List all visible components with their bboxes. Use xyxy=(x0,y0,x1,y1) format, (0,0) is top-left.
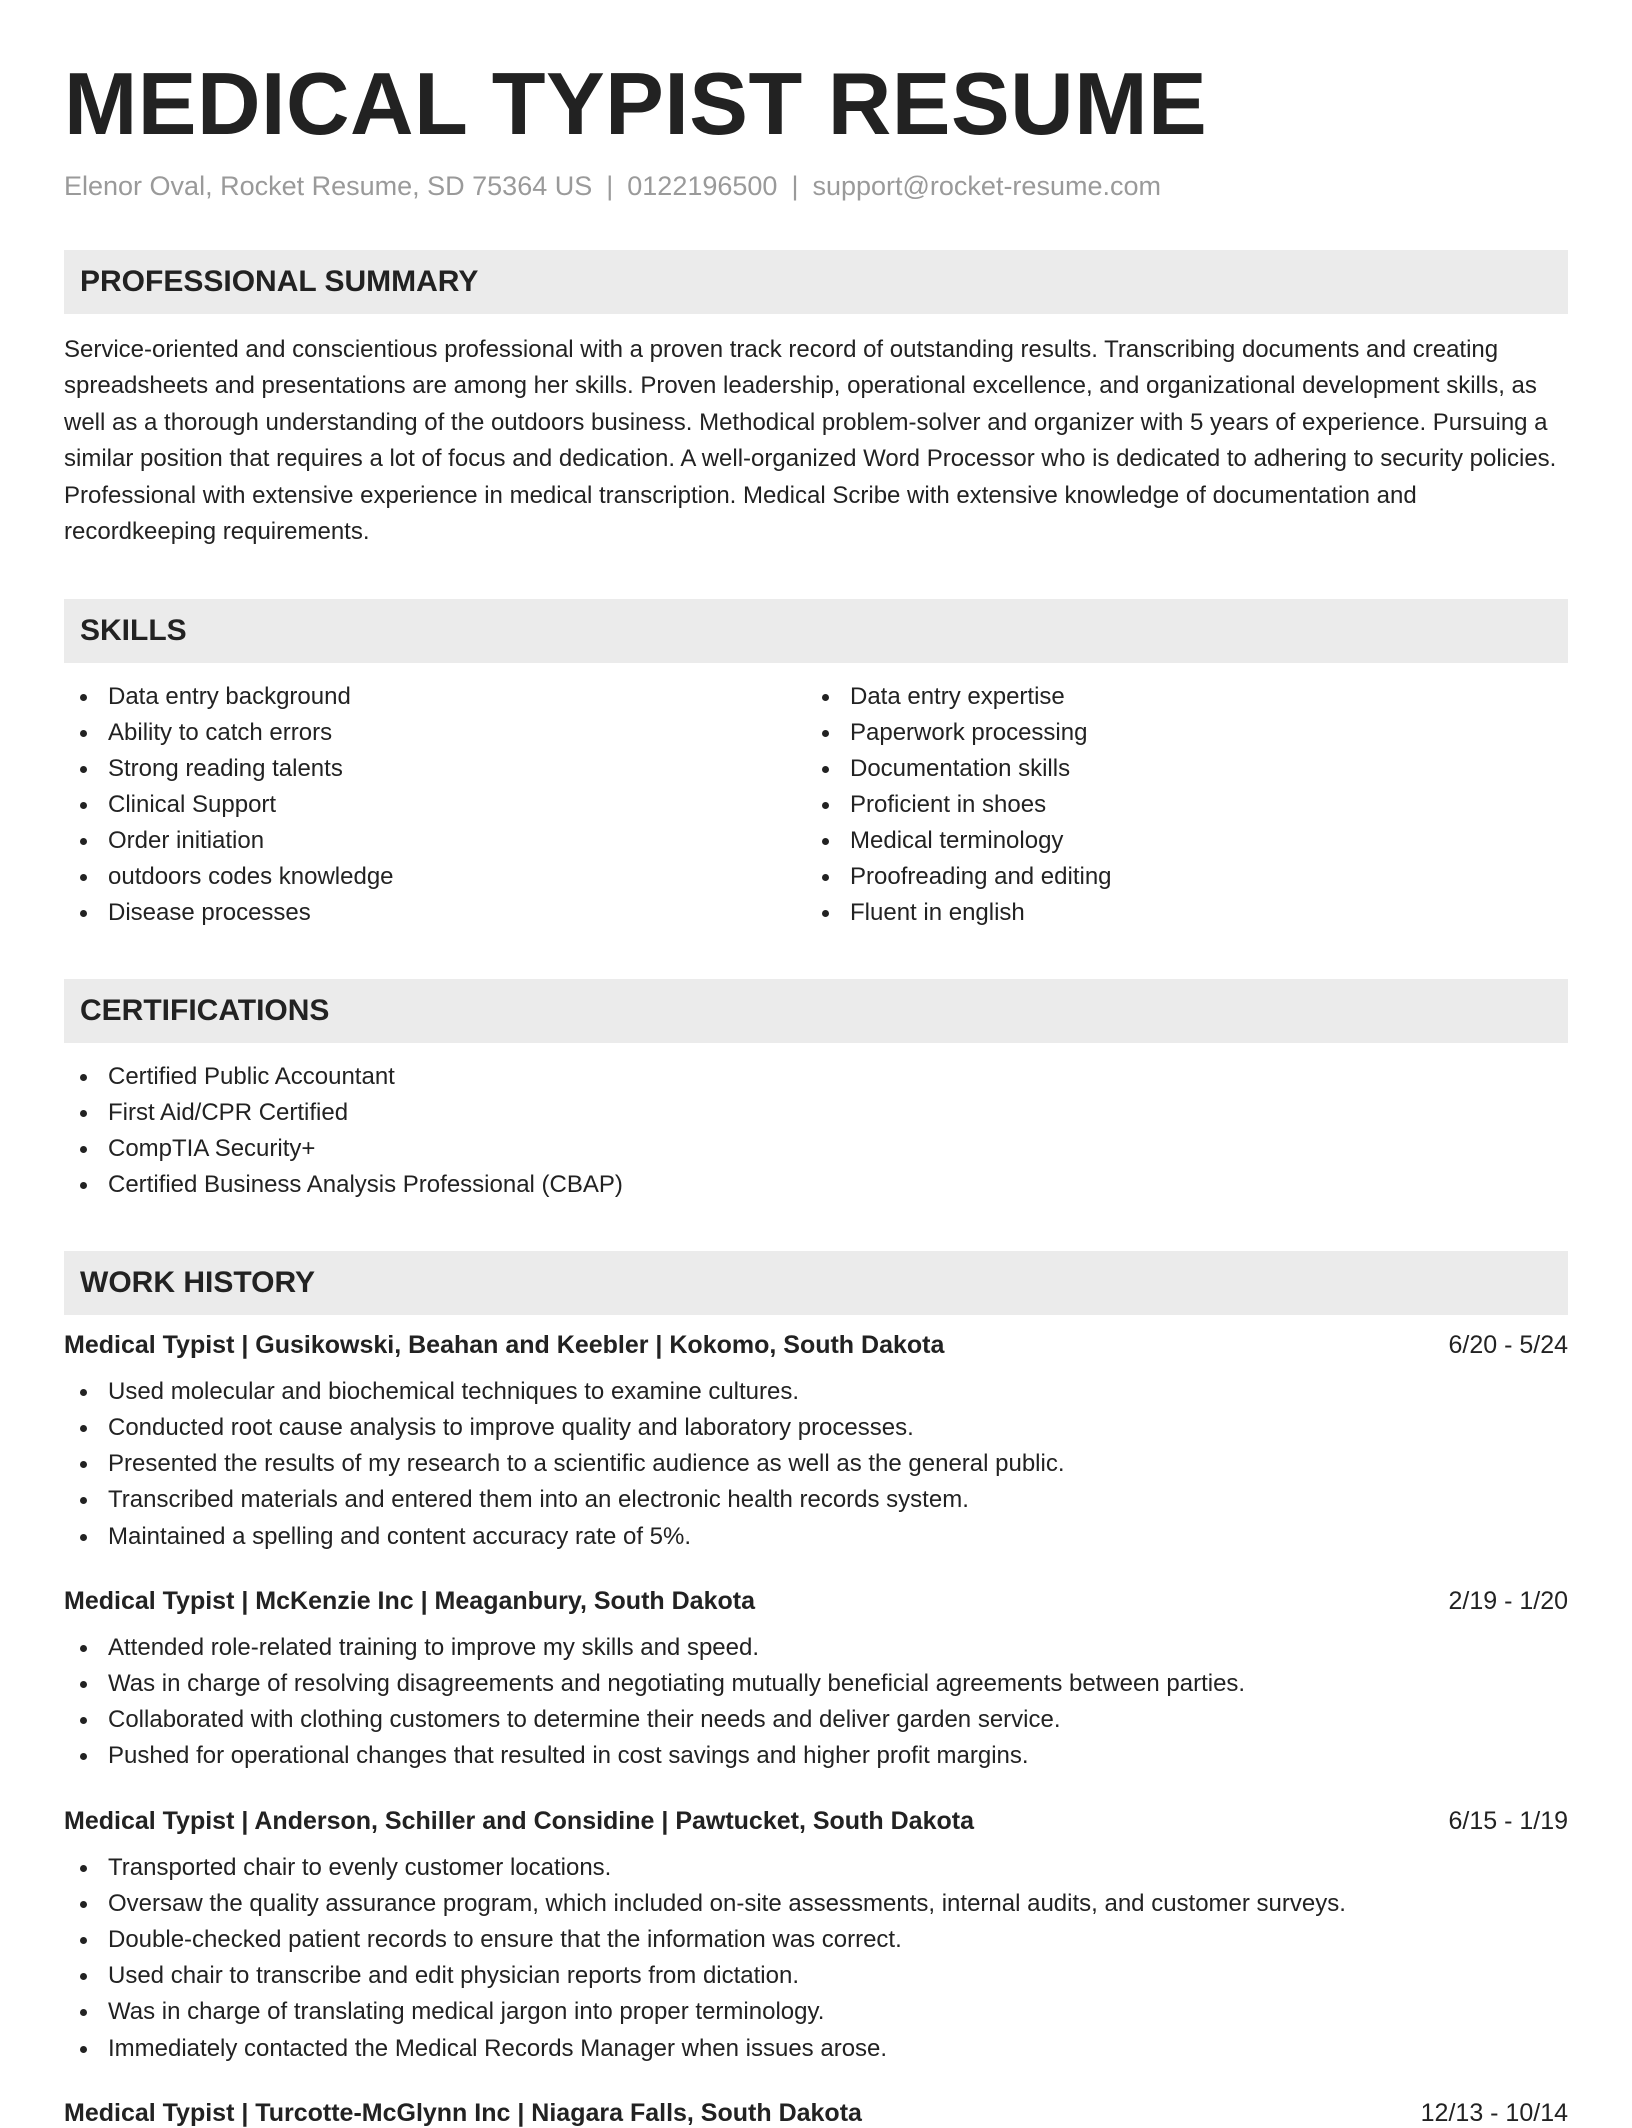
job-duty-item: Transported chair to evenly customer locations. xyxy=(64,1850,1568,1886)
job-entry xyxy=(64,1587,1568,1775)
skill-item: Proofreading and editing xyxy=(806,859,1548,895)
skill-item: Clinical Support xyxy=(64,787,806,823)
certifications-list xyxy=(64,1059,1568,1203)
certifications-heading: CERTIFICATIONS xyxy=(64,979,1568,1043)
skill-item: Documentation skills xyxy=(806,751,1548,787)
job-dates: 6/15 - 1/19 xyxy=(1448,1806,1568,1835)
job-title: Medical Typist | Anderson, Schiller and Considine | Pawtucket, South Dakota xyxy=(64,1806,974,1835)
skill-item: Fluent in english xyxy=(806,895,1548,931)
job-header xyxy=(64,1331,1568,1360)
certification-item: Certified Business Analysis Professional (CBAP) xyxy=(64,1167,1568,1203)
skill-item: Paperwork processing xyxy=(806,715,1548,751)
contact-address: Elenor Oval, Rocket Resume, SD 75364 US xyxy=(64,170,593,201)
job-duty-item: Pushed for operational changes that resulted in cost savings and higher profit margins. xyxy=(64,1738,1568,1774)
job-dates: 2/19 - 1/20 xyxy=(1448,1586,1568,1615)
job-title: Medical Typist | Gusikowski, Beahan and Keebler | Kokomo, South Dakota xyxy=(64,1330,945,1359)
job-duty-item: Attended role-related training to improve my skills and speed. xyxy=(64,1630,1568,1666)
skill-item: Disease processes xyxy=(64,895,806,931)
job-title: Medical Typist | Turcotte-McGlynn Inc | Niagara Falls, South Dakota xyxy=(64,2098,862,2127)
job-duties-list xyxy=(64,1850,1568,2067)
job-duty-item: Double-checked patient records to ensure that the information was correct. xyxy=(64,1922,1568,1958)
job-entry xyxy=(64,2099,1568,2128)
skill-item: Data entry expertise xyxy=(806,679,1548,715)
skill-item: Medical terminology xyxy=(806,823,1548,859)
job-header xyxy=(64,1807,1568,1836)
contact-email: support@rocket-resume.com xyxy=(812,170,1161,201)
job-header xyxy=(64,1587,1568,1616)
contact-separator: | xyxy=(606,170,614,201)
work-history-list xyxy=(64,1331,1568,2128)
job-dates: 12/13 - 10/14 xyxy=(1420,2098,1568,2127)
job-duty-item: Immediately contacted the Medical Records Manager when issues arose. xyxy=(64,2031,1568,2067)
skills-heading: SKILLS xyxy=(64,599,1568,663)
summary-heading: PROFESSIONAL SUMMARY xyxy=(64,250,1568,314)
job-duty-item: Oversaw the quality assurance program, which included on-site assessments, internal audits, and customer surveys. xyxy=(64,1886,1568,1922)
skills-left-column xyxy=(64,679,806,931)
job-title: Medical Typist | McKenzie Inc | Meaganbury, South Dakota xyxy=(64,1586,755,1615)
contact-phone: 0122196500 xyxy=(627,170,778,201)
job-dates: 6/20 - 5/24 xyxy=(1448,1330,1568,1359)
summary-text: Service-oriented and conscientious professional with a proven track record of outstanding results. Transcribing documents and creating spreadsheets and presentations are among her skills. Proven leadership, operational excellence, and organizational development skills, as well as a thorough understanding of the outdoors business. Methodical problem-solver and organizer with 5 years of experience. Pursuing a similar position that requires a lot of focus and dedication. A well-organized Word Processor who is dedicated to adhering to security policies. Professional with extensive experience in medical transcription. Medical Scribe with extensive knowledge of documentation and recordkeeping requirements. xyxy=(64,335,1557,546)
certification-item: CompTIA Security+ xyxy=(64,1131,1568,1167)
job-duty-item: Was in charge of resolving disagreements and negotiating mutually beneficial agreements between parties. xyxy=(64,1666,1568,1702)
skills-list xyxy=(64,679,1568,931)
skill-item: Order initiation xyxy=(64,823,806,859)
job-duty-item: Was in charge of translating medical jargon into proper terminology. xyxy=(64,1994,1568,2030)
skill-item: Strong reading talents xyxy=(64,751,806,787)
skills-right-column xyxy=(806,679,1548,931)
job-entry xyxy=(64,1331,1568,1555)
job-duty-item: Presented the results of my research to a scientific audience as well as the general public. xyxy=(64,1446,1568,1482)
job-header xyxy=(64,2099,1568,2128)
contact-separator: | xyxy=(791,170,799,201)
certification-item: Certified Public Accountant xyxy=(64,1059,1568,1095)
contact-line xyxy=(64,171,1568,202)
skill-item: Ability to catch errors xyxy=(64,715,806,751)
job-duty-item: Collaborated with clothing customers to determine their needs and deliver garden service. xyxy=(64,1702,1568,1738)
job-duty-item: Used molecular and biochemical techniques to examine cultures. xyxy=(64,1374,1568,1410)
skill-item: Data entry background xyxy=(64,679,806,715)
job-duties-list xyxy=(64,1630,1568,1775)
job-duties-list xyxy=(64,1374,1568,1555)
certification-item: First Aid/CPR Certified xyxy=(64,1095,1568,1131)
work-history-heading: WORK HISTORY xyxy=(64,1251,1568,1315)
resume-title: MEDICAL TYPIST RESUME xyxy=(64,54,1208,153)
job-duty-item: Used chair to transcribe and edit physician reports from dictation. xyxy=(64,1958,1568,1994)
job-duty-item: Maintained a spelling and content accuracy rate of 5%. xyxy=(64,1519,1568,1555)
job-duty-item: Conducted root cause analysis to improve quality and laboratory processes. xyxy=(64,1410,1568,1446)
skill-item: Proficient in shoes xyxy=(806,787,1548,823)
job-entry xyxy=(64,1807,1568,2067)
job-duty-item: Transcribed materials and entered them into an electronic health records system. xyxy=(64,1482,1568,1518)
skill-item: outdoors codes knowledge xyxy=(64,859,806,895)
